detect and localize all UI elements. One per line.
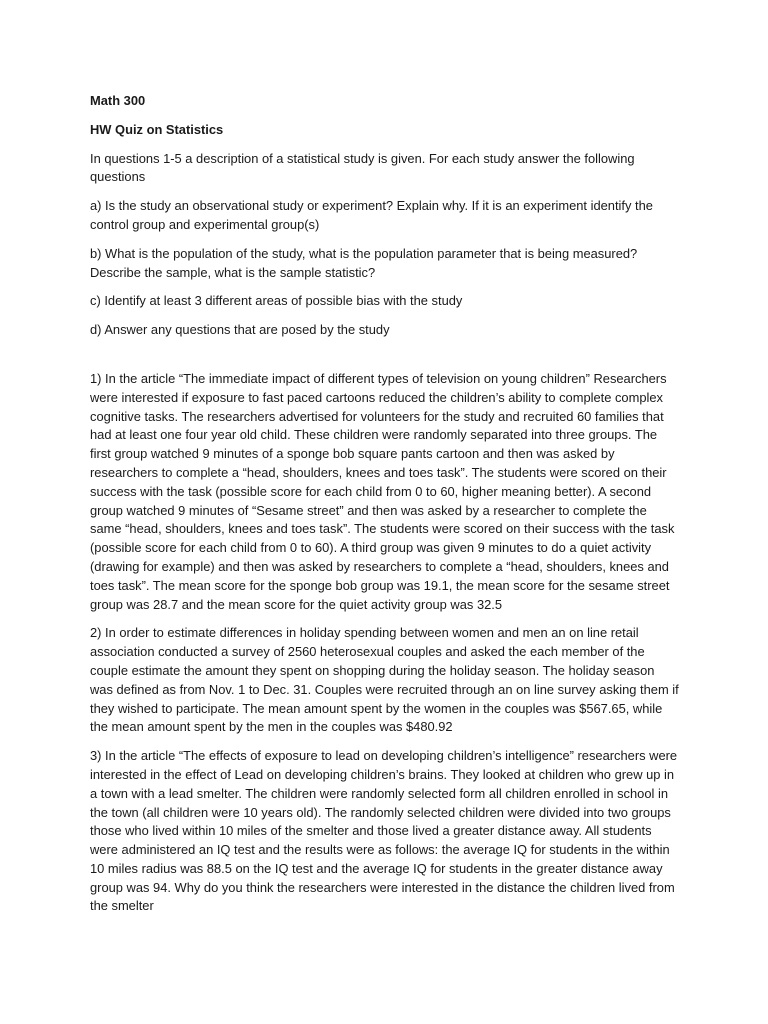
question-a: a) Is the study an observational study or experiment? Explain why. If it is an experiment identify the control group and experimental group(s) xyxy=(90,198,653,232)
question-b: b) What is the population of the study, what is the population parameter that is being measured? Describe the sample, what is the sample statistic? xyxy=(90,245,638,280)
course-title: Math 300 xyxy=(90,93,146,108)
quiz-title: HW Quiz on Statistics xyxy=(90,121,224,137)
document-body xyxy=(90,92,680,926)
problem-2: 2) In order to estimate differences in holiday spending between women and men an on line retail association conducted a survey of 2560 heterosexual couples and asked the each member of the couple estimate the amount they spent on shopping during the holiday season. The holiday season was defined as from Nov. 1 to Dec. 31. Couples were recruited through an on line survey asking them if they wished to participate. The mean amount spent by the women in the couples was $567.65, while the mean amount spent by the men in the couples was $480.92 xyxy=(90,625,679,735)
question-c: c) Identify at least 3 different areas of possible bias with the study xyxy=(90,293,463,309)
problem-1: 1) In the article “The immediate impact of different types of television on young children” Researchers were interested if exposure to fast paced cartoons reduced the children’s ability to complete complex cognitive tasks. The researchers advertised for volunteers for the study and recruited 60 families that had at least one four year old child. These children were randomly separated into three groups. The first group watched 9 minutes of a sponge bob square pants cartoon and then was asked by researchers to complete a “head, shoulders, knees and toes task”. The students were scored on their success with the task (possible score for each child from 0 to 60, higher meaning better). A second group watched 9 minutes of “Sesame street” and then was asked by a researcher to complete the same “head, shoulders, knees and toes task”. The students were scored on their success with the task (possible score for each child from 0 to 60). A third group was given 9 minutes to do a quiet activity (drawing for example) and then was asked by researchers to complete a “head, shoulders, knees and toes task”. The mean score for the sponge bob group was 19.1, the mean score for the sesame street group was 28.7 and the mean score for the quiet activity group was 32.5 xyxy=(90,370,675,612)
problem-3: 3) In the article “The effects of exposure to lead on developing children’s intelligence” researchers were interested in the effect of Lead on developing children’s brains. They looked at children who grew up in a town with a lead smelter. The children were randomly selected form all children enrolled in school in the town (all children were 10 years old). The randomly selected children were divided into two groups those who lived within 10 miles of the smelter and those lived a greater distance away. All students were administered an IQ test and the results were as follows: the average IQ for students in the within 10 miles radius was 88.5 on the IQ test and the average IQ for students in the greater distance away group was 94. Why do you think the researchers were interested in the distance the children lived from the smelter xyxy=(90,748,678,914)
instructions-paragraph: In questions 1-5 a description of a statistical study is given. For each study answer the following questions xyxy=(90,150,635,185)
section-spacer xyxy=(90,350,680,370)
question-d: d) Answer any questions that are posed by the study xyxy=(90,322,390,338)
